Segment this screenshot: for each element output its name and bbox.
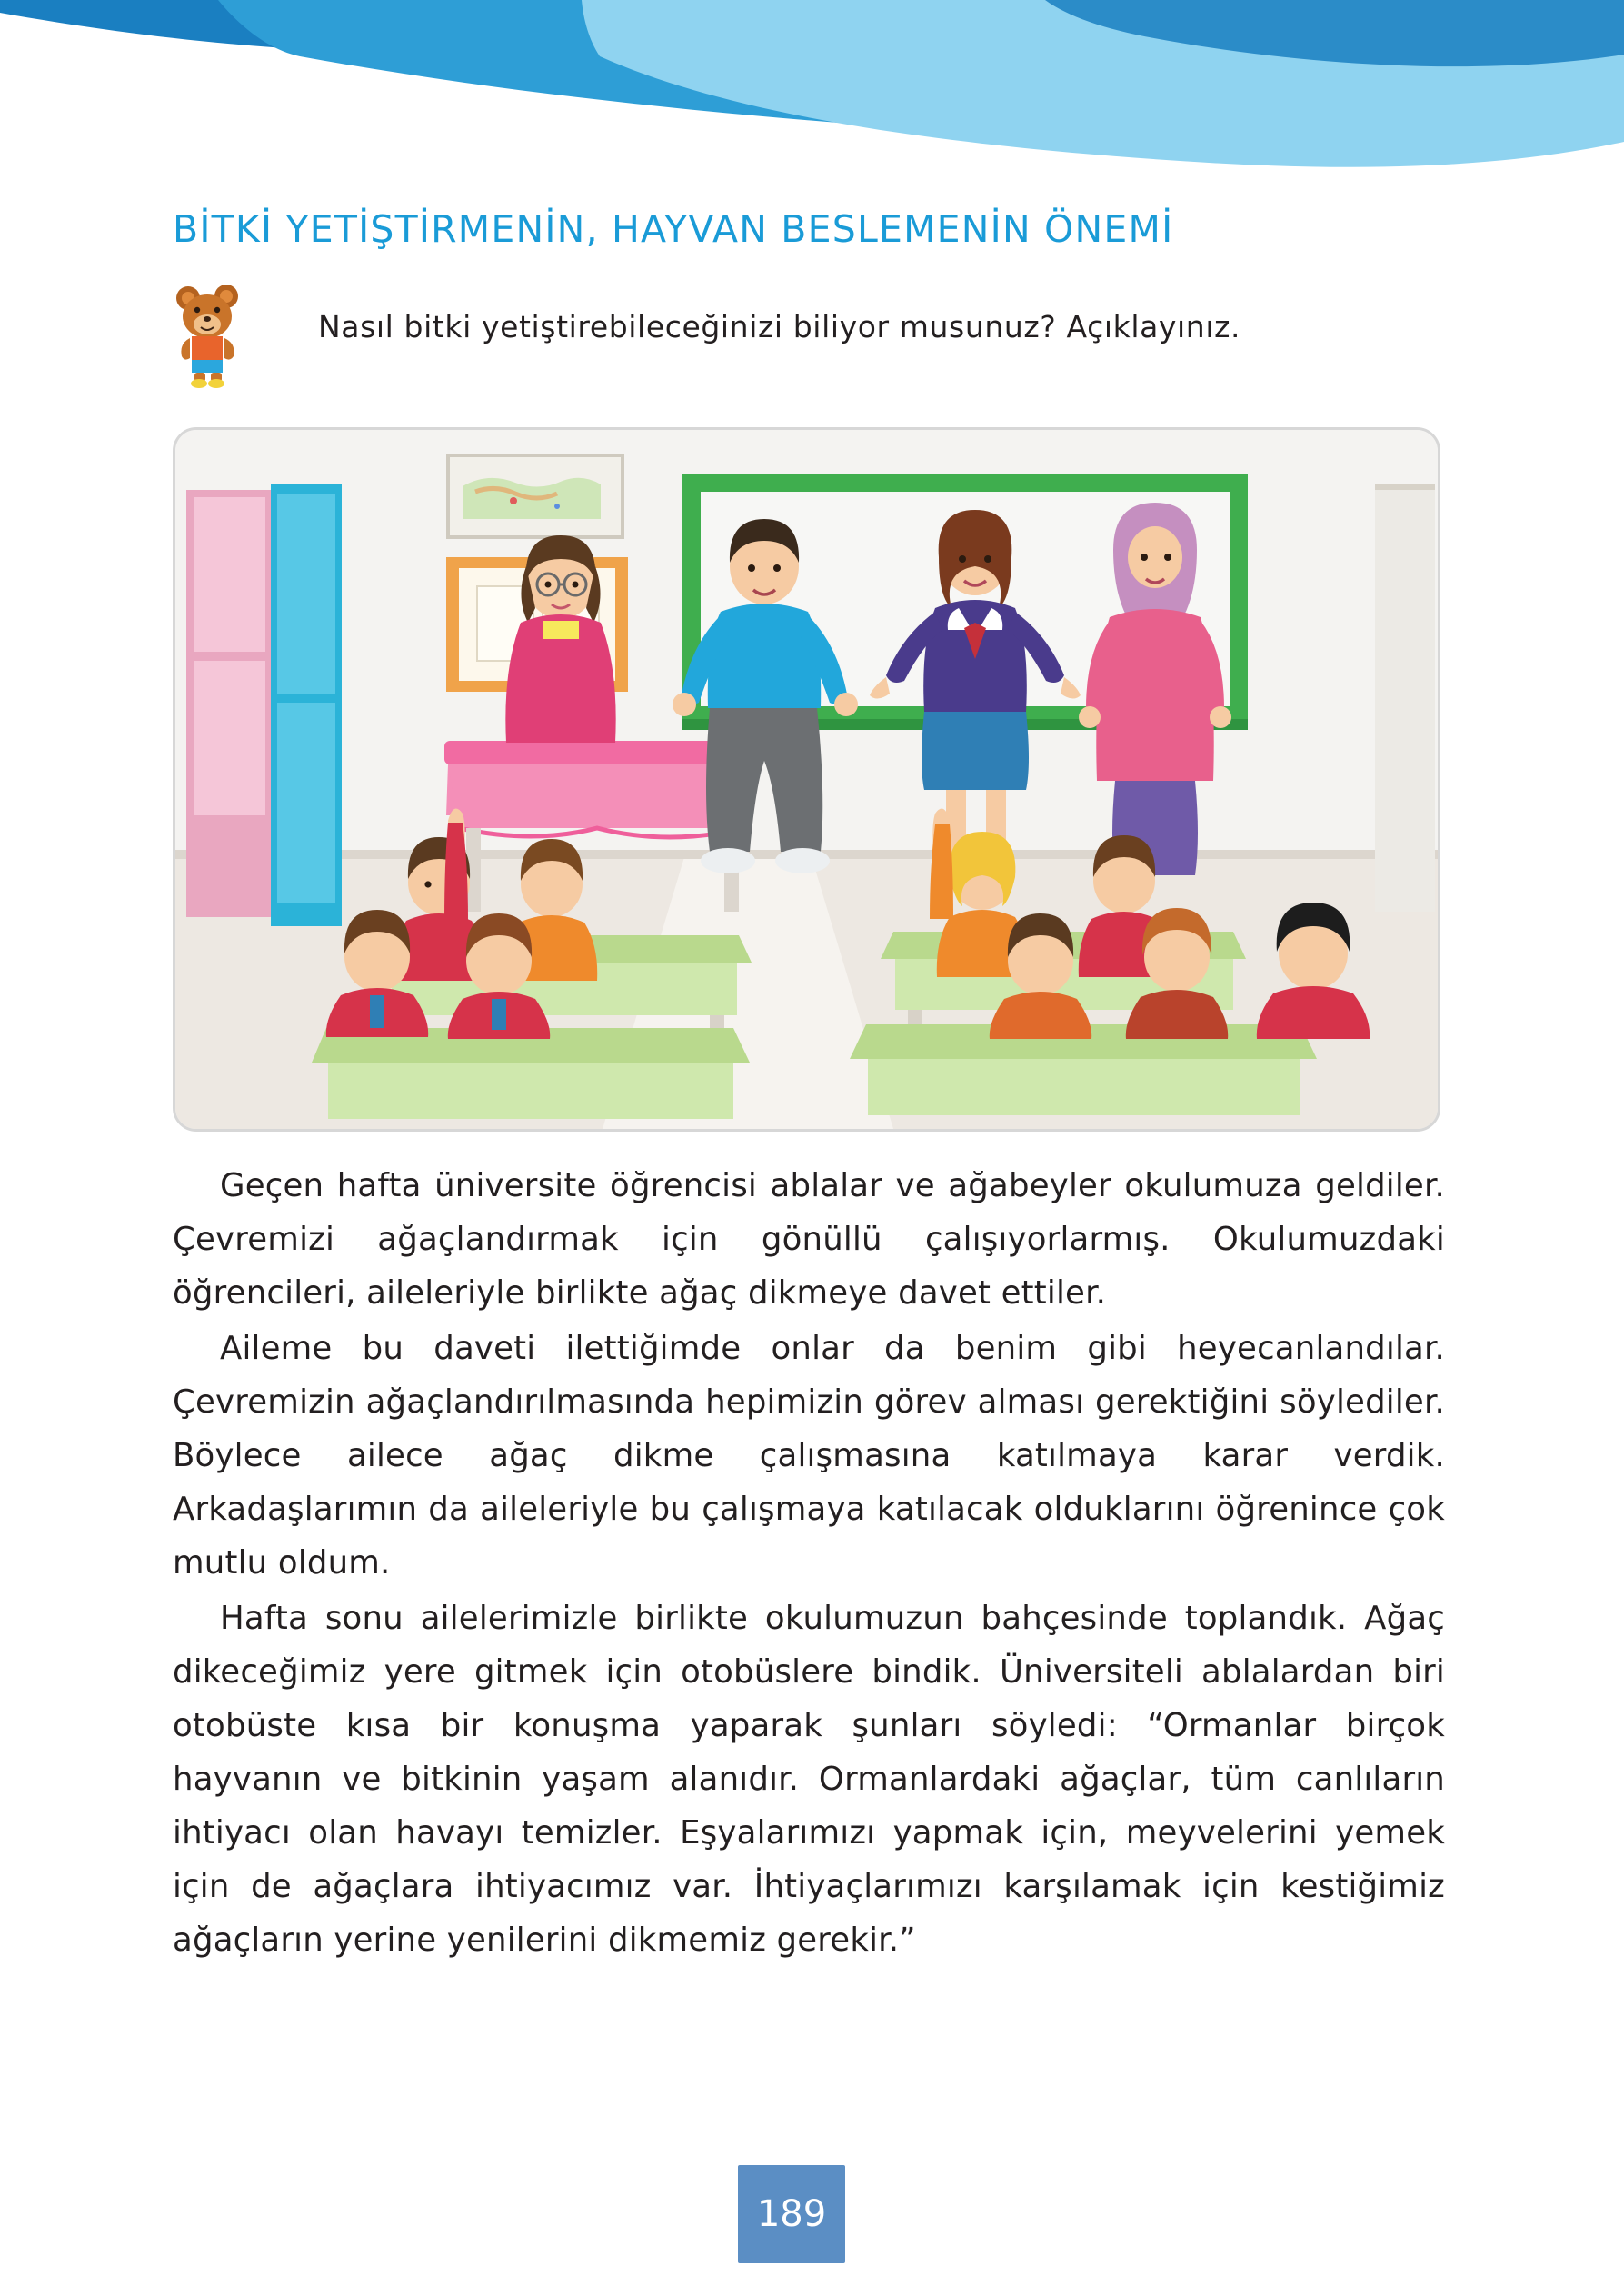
prompt-question: Nasıl bitki yetiştirebileceğinizi biliyor musunuz? Açıklayınız. (318, 309, 1241, 344)
paragraph-1: Geçen hafta üniversite öğrencisi ablalar ve ağabeyler okulumuza geldiler. Çevremizi ağaçlandırmak için gönüllü çalışıyorlarmış. Okulumuzdaki öğrencileri, aileleriyle birlikte ağaç dikmeye davet ettiler. (173, 1167, 1445, 1312)
top-wave-decoration (0, 0, 1624, 191)
paragraph-3: Hafta sonu ailelerimizle birlikte okulumuzun bahçesinde toplandık. Ağaç dikeceğimiz yere gitmek için otobüslere bindik. Üniversiteli ablalardan biri otobüste kısa bir konuşma yaparak şunları söyledi: “Ormanlar birçok hayvanın ve bitkinin yaşam alanıdır. Ormanlardaki ağaçlar, tüm canlıların ihtiyacı olan havayı temizler. Eşyalarımızı yapmak için, meyvelerini yemek için de ağaçlara ihtiyacımız var. İhtiyaçlarımızı karşılamak için kestiğimiz ağaçların yerine yenilerini dikmemiz gerekir.” (173, 1600, 1445, 1959)
desk-group-left-front (312, 1028, 750, 1119)
paragraph-2: Aileme bu daveti ilettiğimde onlar da benim gibi heyecanlandılar. Çevremizin ağaçlandırılmasında hepimizin görev alması gerektiğini söylediler. Böylece ailece ağaç dikme çalışmasına katılmaya karar verdik. Arkadaşlarımın da aileleriyle bu çalışmaya katılacak olduklarını öğrenince çok mutlu oldum. (173, 1330, 1445, 1582)
page-number-badge: 189 (738, 2165, 845, 2263)
page-title: BİTKİ YETİŞTİRMENİN, HAYVAN BESLEMENİN ÖNEMİ (173, 207, 1174, 251)
prompt-row (168, 284, 1468, 384)
classroom-illustration (173, 427, 1440, 1132)
bear-mascot-icon (168, 284, 257, 388)
body-text (173, 1159, 1445, 1967)
